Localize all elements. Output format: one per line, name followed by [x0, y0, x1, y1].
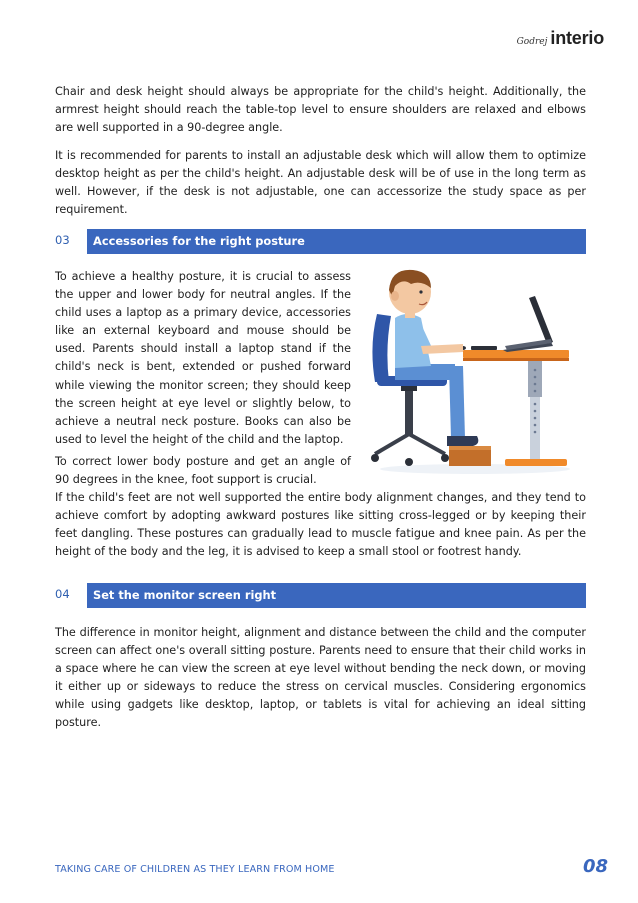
- laptop-screen: [529, 296, 553, 344]
- child-at-desk-illustration: [355, 266, 575, 480]
- chair-wheel-right: [441, 454, 449, 462]
- desk-foot: [505, 459, 567, 466]
- chair-back: [372, 314, 391, 382]
- child-ear: [391, 291, 399, 301]
- chair-wheel-left: [371, 454, 379, 462]
- chair-post-cap: [401, 386, 417, 391]
- footrest-top: [449, 446, 491, 450]
- section-03-paragraph-1: To achieve a healthy posture, it is crucial to assess the upper and lower body for neutral angles. If the child uses a laptop as a primary device, accessories like an external keyboard and mouse should be used. Parents should install a laptop stand if the child's neck is bent, extended or pushed forward while viewing the monitor screen; they should keep the screen height at eye level or slightly below, to achieve a neutral neck posture. Books can also be used to level the height of the child and the laptop.: [55, 270, 351, 446]
- section-04-title: Set the monitor screen right: [87, 583, 586, 608]
- section-03-paragraph-2-rest: If the child's feet are not well supported the entire body alignment changes, and they tend to achieve comfort by adopting awkward postures like sitting cross-legged or by keeping their feet dangling. These postures can gradually lead to muscle fatigue and knee pain. As per the height of the body and the leg, it is advised to keep a small stool or footrest handy.: [55, 491, 586, 559]
- child-eye: [419, 290, 422, 293]
- desk-leg-lower: [530, 397, 540, 459]
- chair-wheel-center: [405, 458, 413, 466]
- child-shoe: [447, 436, 478, 446]
- intro-paragraph-1: Chair and desk height should always be appropriate for the child's height. Additionally, the armrest height should reach the table-top level to ensure shoulders are relaxed and elbows are well supported in a 90-degree angle.: [55, 85, 586, 135]
- child-shin: [449, 366, 465, 438]
- desk-top: [463, 350, 569, 358]
- intro-paragraph-2: It is recommended for parents to install an adjustable desk which will allow them to optimize desktop height as per the child's height. An adjustable desk will be of use in the long term as well. However, if the desk is not adjustable, one can accessorize the study space as per requirement.: [55, 149, 586, 217]
- section-04-number: 04: [55, 587, 70, 601]
- keyboard: [471, 346, 497, 350]
- chair-legs: [375, 434, 445, 454]
- brand-logo: [517, 28, 604, 49]
- chair-post: [405, 386, 413, 436]
- section-03-number: 03: [55, 233, 70, 247]
- footer-title: TAKING CARE OF CHILDREN AS THEY LEARN FROM HOME: [55, 864, 335, 875]
- section-04-header: [55, 583, 586, 608]
- logo-wordmark: interio: [550, 28, 604, 48]
- section-04-paragraph: The difference in monitor height, alignment and distance between the child and the computer screen can affect one's overall sitting posture. Parents need to ensure that their child works in a space where he can view the screen at eye level without bending the neck down, or moving it either up or sideways to reduce the stress on cervical muscles. Considering ergonomics while using gadgets like desktop, laptop, or tablets is vital for achieving an ideal sitting posture.: [55, 626, 586, 730]
- footrest: [449, 448, 491, 466]
- section-03-header: [55, 229, 586, 254]
- page-number: 08: [582, 856, 608, 877]
- desk-top-edge: [463, 358, 569, 361]
- section-03-title: Accessories for the right posture: [87, 229, 586, 254]
- logo-script: Godrej: [516, 37, 548, 47]
- section-03-paragraph-2-lead: To correct lower body posture and get an angle of 90 degrees in the knee, foot support is crucial.: [55, 455, 351, 487]
